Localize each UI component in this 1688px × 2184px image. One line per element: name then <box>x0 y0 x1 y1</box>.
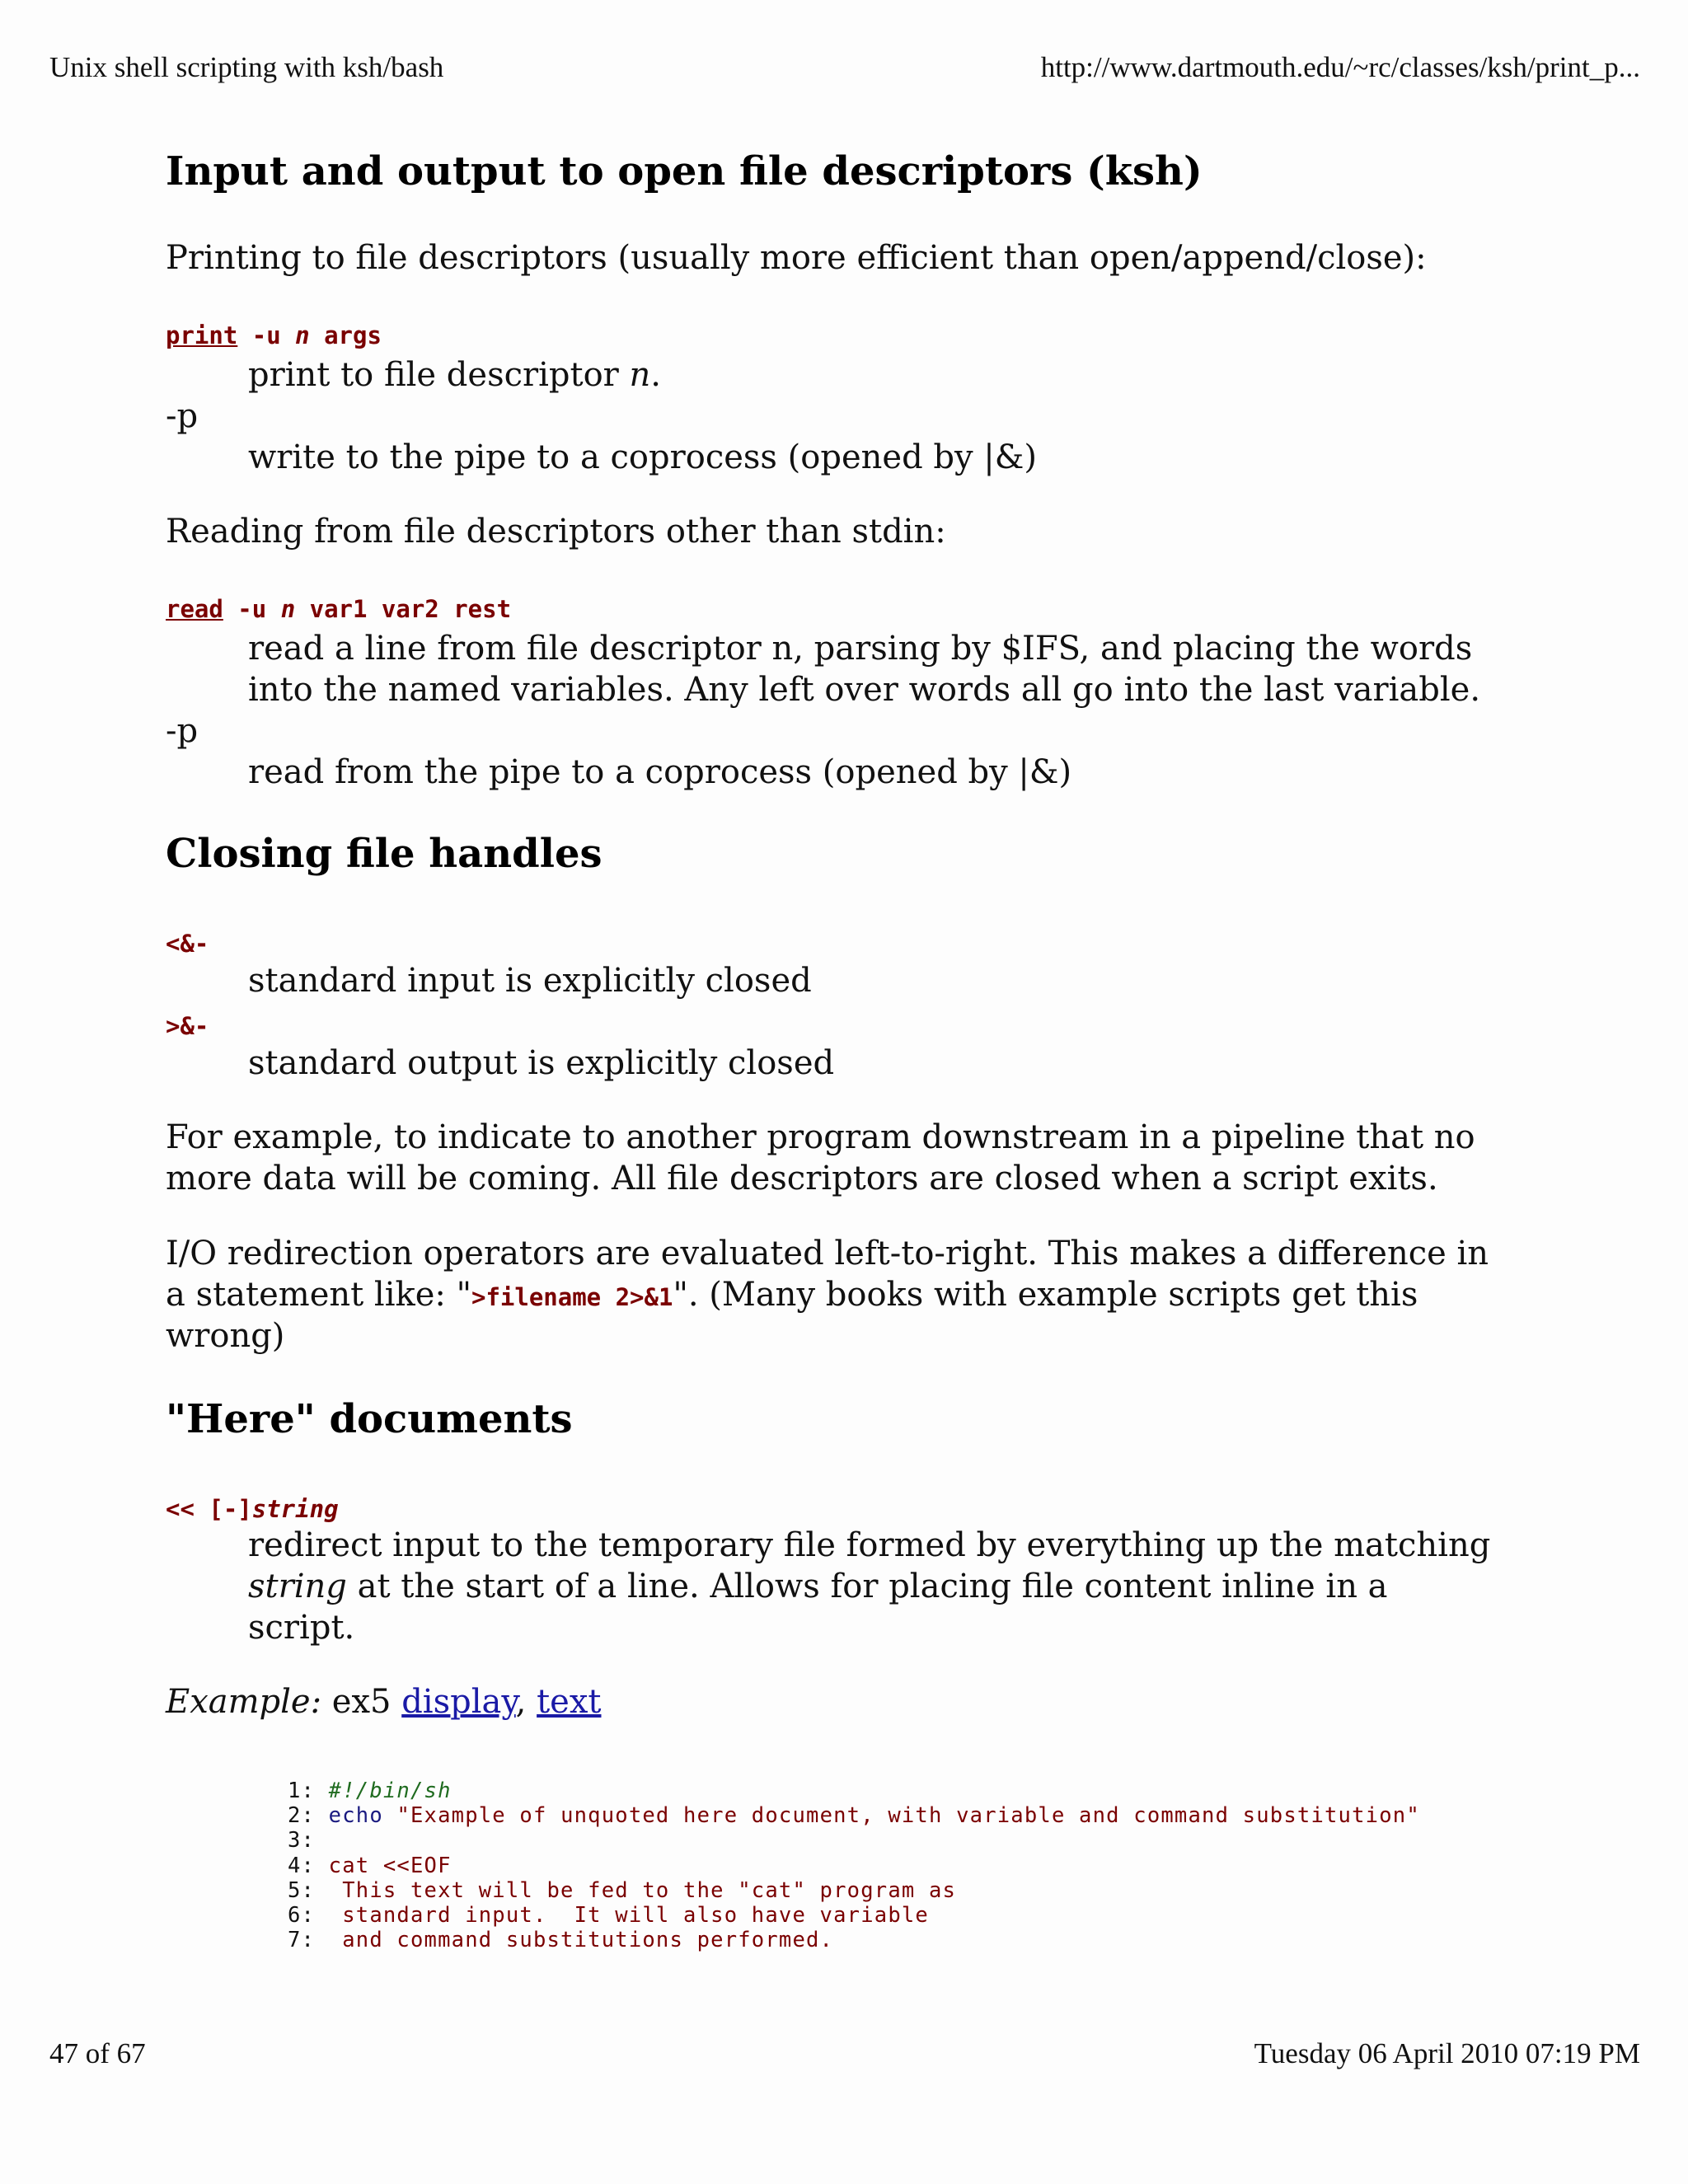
print-timestamp: Tuesday 06 April 2010 07:19 PM <box>1254 2037 1640 2069</box>
heredoc-desc-line2: string at the start of a line. Allows for placing file content inline in a <box>248 1568 1388 1605</box>
read-desc-line1: read a line from file descriptor n, parsing by $IFS, and placing the words <box>248 630 1473 668</box>
heredoc-desc-line1: redirect input to the temporary file formed by everything up the matching <box>248 1526 1491 1564</box>
print-desc: print to file descriptor n. <box>248 356 662 394</box>
section-title-here-docs: "Here" documents <box>166 1396 573 1442</box>
read-desc-line2: into the named variables. Any left over words all go into the last variable. <box>248 671 1481 709</box>
example-line: Example: ex5 display, text <box>166 1683 602 1721</box>
close-output-desc: standard output is explicitly closed <box>248 1044 835 1082</box>
read-p-flag: -p <box>166 712 199 750</box>
closing-para2-line1: I/O redirection operators are evaluated left-to-right. This makes a difference in <box>166 1235 1489 1272</box>
close-output-term: >&- <box>166 1012 209 1040</box>
heredoc-desc-line3: script. <box>248 1609 355 1647</box>
print-keyword-link[interactable]: print <box>166 321 238 349</box>
display-link[interactable]: display <box>401 1683 516 1721</box>
close-input-term: <&- <box>166 930 209 958</box>
page-header-title: Unix shell scripting with ksh/bash <box>49 51 444 83</box>
page-header-url: http://www.dartmouth.edu/~rc/classes/ksh/print_p... <box>1040 51 1640 83</box>
print-p-flag: -p <box>166 397 199 435</box>
close-input-desc: standard input is explicitly closed <box>248 962 812 1000</box>
read-keyword-link[interactable]: read <box>166 595 223 623</box>
code-listing: 1: #!/bin/sh 2: echo "Example of unquoted here document, with variable and command substitution" 3: 4: cat <<EOF 5: This text will be fed to the "cat" program as 6: standard input. It will also have variable 7: and command substitutions performed. <box>288 1779 1420 1953</box>
heredoc-term: << [-]string <box>166 1495 339 1523</box>
print-intro: Printing to file descriptors (usually more efficient than open/append/close): <box>166 239 1427 277</box>
print-term: print -u n args <box>166 321 382 349</box>
page-number: 47 of 67 <box>49 2037 146 2069</box>
text-link[interactable]: text <box>537 1683 602 1721</box>
closing-para2-line3: wrong) <box>166 1317 285 1355</box>
read-intro: Reading from file descriptors other than stdin: <box>166 513 946 551</box>
example-label: Example: <box>166 1683 322 1721</box>
section-title-closing: Closing file handles <box>166 831 603 877</box>
closing-para2-line2: a statement like: ">filename 2>&1". (Many books with example scripts get this <box>166 1276 1418 1314</box>
section-title-file-descriptors: Input and output to open file descriptors (ksh) <box>166 148 1203 194</box>
read-p-desc: read from the pipe to a coprocess (opened by |&) <box>248 753 1072 791</box>
read-term: read -u n var1 var2 rest <box>166 595 512 623</box>
closing-para1-line2: more data will be coming. All file descriptors are closed when a script exits. <box>166 1160 1438 1197</box>
print-p-desc: write to the pipe to a coprocess (opened by |&) <box>248 438 1037 476</box>
closing-para1-line1: For example, to indicate to another program downstream in a pipeline that no <box>166 1118 1475 1156</box>
